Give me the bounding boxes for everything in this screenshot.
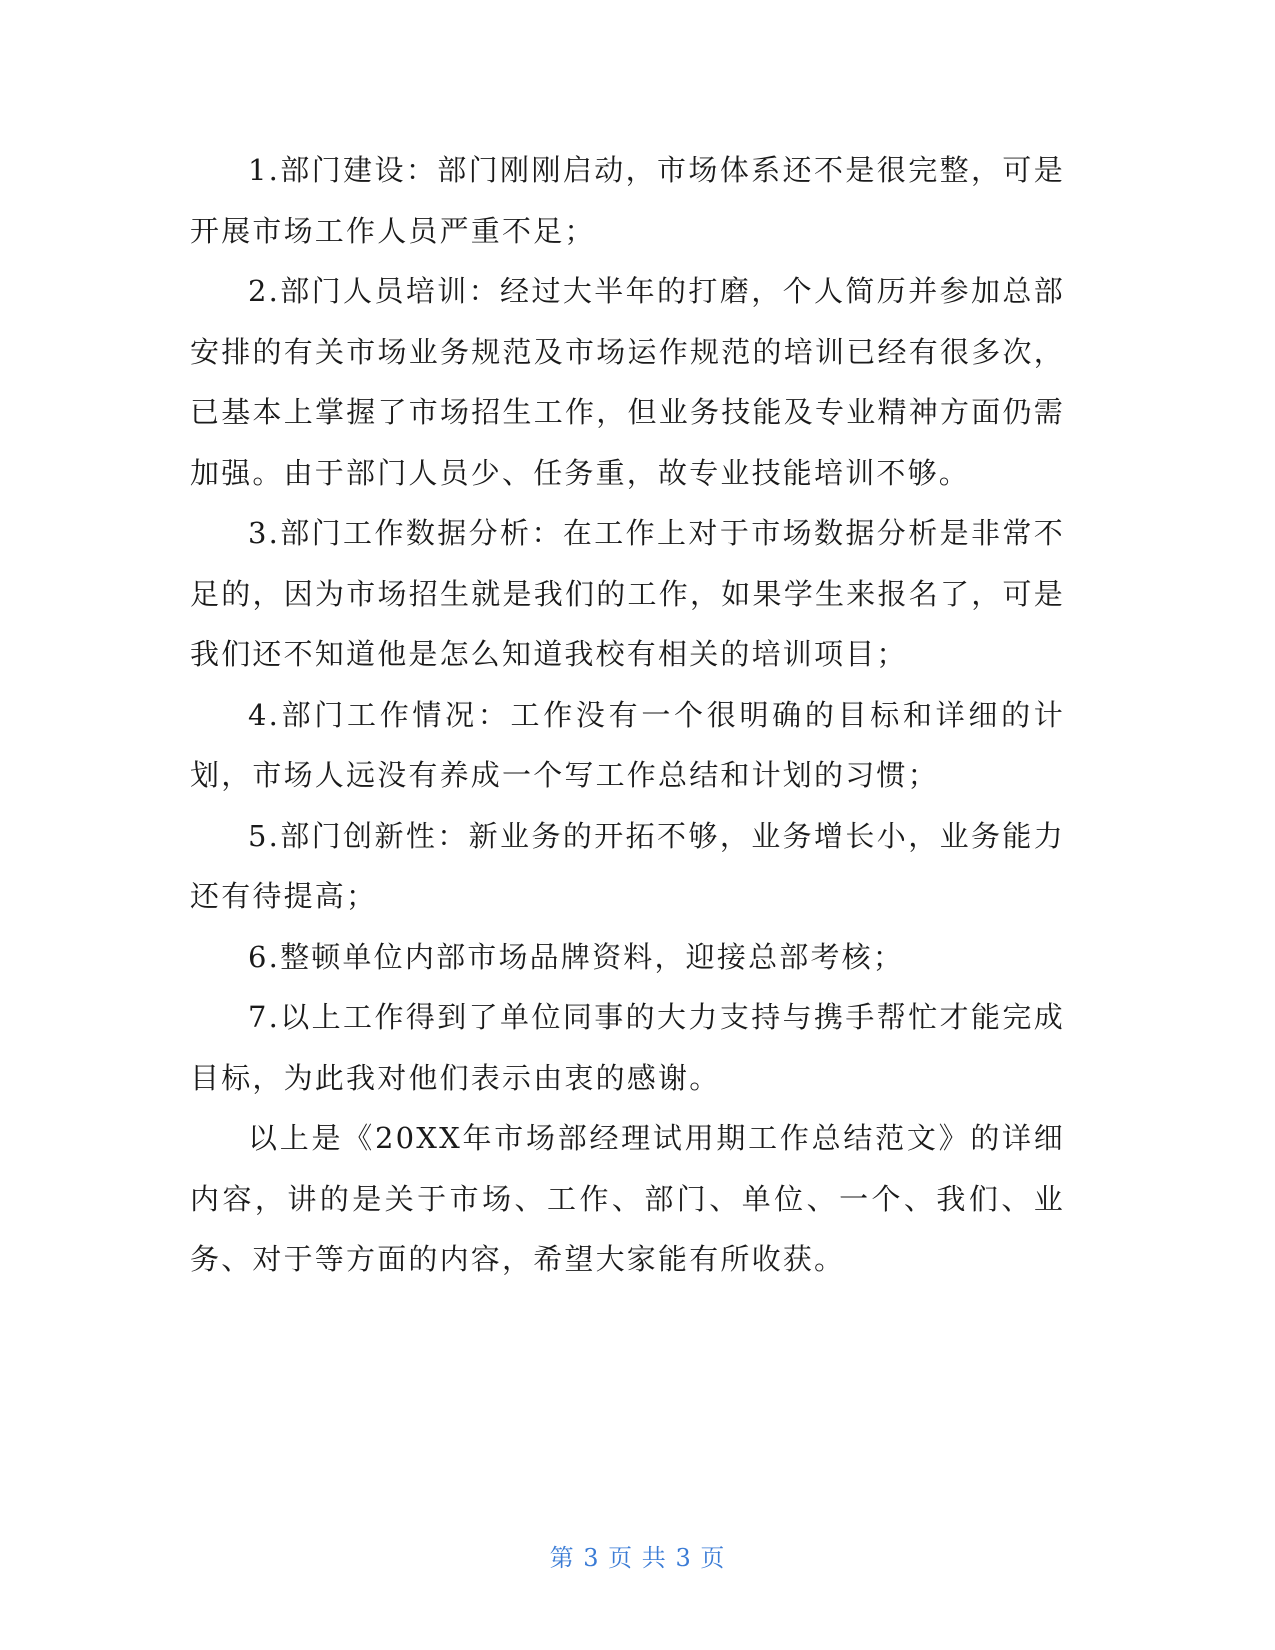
paragraph-department-building: 1.部门建设：部门刚刚启动，市场体系还不是很完整，可是开展市场工作人员严重不足；: [190, 153, 1065, 248]
page-number-label: 第 3 页 共 3 页: [549, 1544, 726, 1572]
page-footer: [0, 1538, 1275, 1573]
document-body: [190, 140, 1065, 1290]
paragraph-innovation: 5.部门创新性：新业务的开拓不够，业务增长小，业务能力还有待提高；: [190, 818, 1065, 913]
paragraph-brand-materials: 6.整顿单位内部市场品牌资料，迎接总部考核；: [248, 939, 905, 974]
paragraph-data-analysis: 3.部门工作数据分析：在工作上对于市场数据分析是非常不足的，因为市场招生就是我们的工作，如果学生来报名了，可是我们还不知道他是怎么知道我校有相关的培训项目；: [190, 516, 1065, 671]
paragraph-staff-training: 2.部门人员培训：经过大半年的打磨，个人简历并参加总部安排的有关市场业务规范及市场运作规范的培训已经有很多次，已基本上掌握了市场招生工作，但业务技能及专业精神方面仍需加强。由于部门人员少、任务重，故专业技能培训不够。: [190, 274, 1065, 490]
paragraph-summary: 以上是《20XX年市场部经理试用期工作总结范文》的详细内容，讲的是关于市场、工作、部门、单位、一个、我们、业务、对于等方面的内容，希望大家能有所收获。: [190, 1121, 1065, 1276]
paragraph-thanks: 7.以上工作得到了单位同事的大力支持与携手帮忙才能完成目标，为此我对他们表示由衷的感谢。: [190, 1000, 1065, 1095]
paragraph-work-status: 4.部门工作情况：工作没有一个很明确的目标和详细的计划，市场人远没有养成一个写工作总结和计划的习惯；: [190, 697, 1065, 792]
